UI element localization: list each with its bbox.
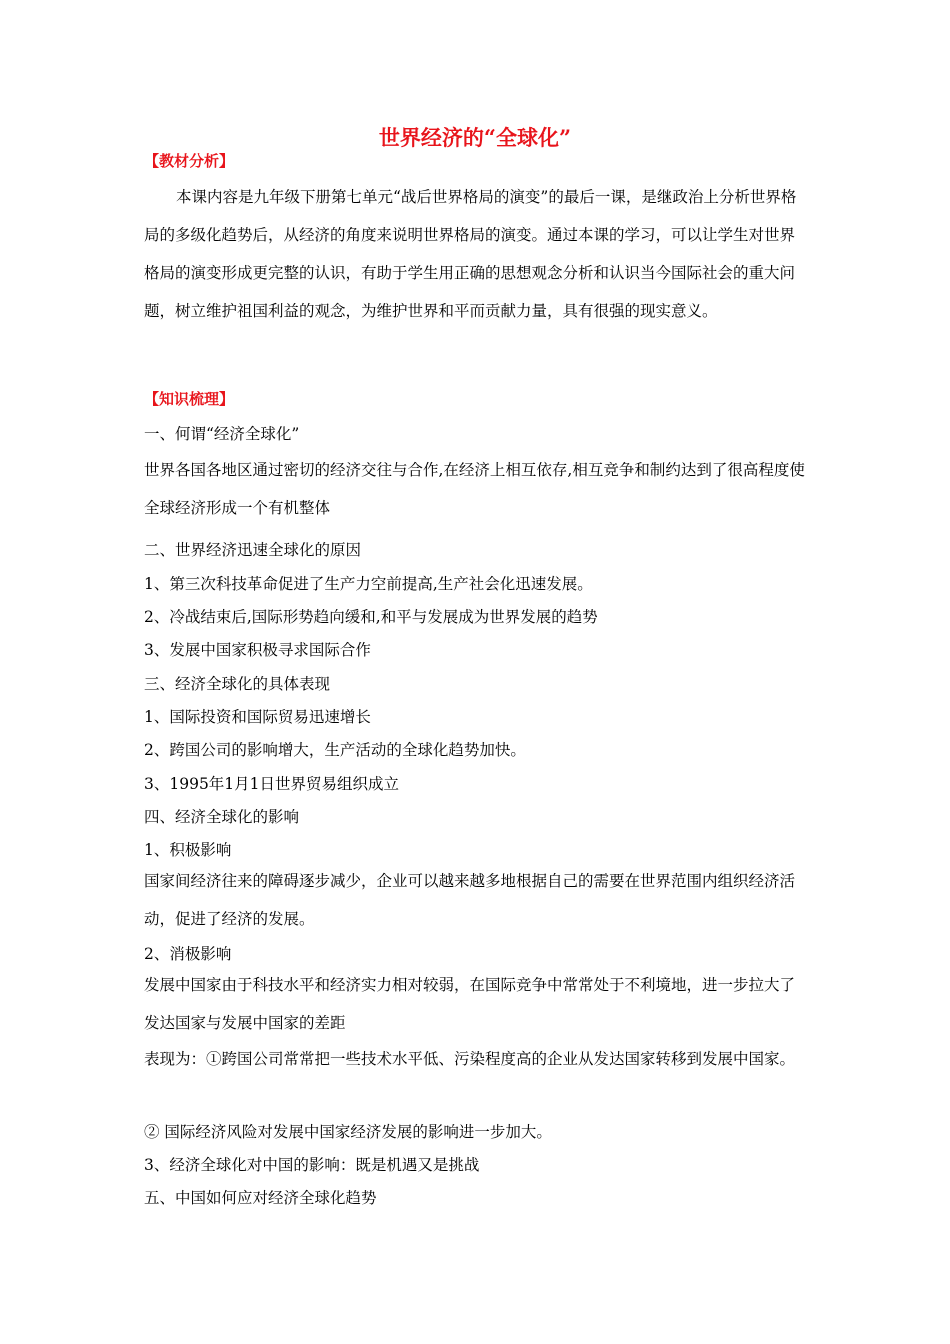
section-4-heading: 四、经济全球化的影响 [144, 808, 300, 826]
section-3-heading: 三、经济全球化的具体表现 [144, 675, 331, 693]
list-item: 3、1995年1月1日世界贸易组织成立 [144, 775, 400, 793]
list-item: ② 国际经济风险对发展中国家经济发展的影响进一步加大。 [144, 1123, 552, 1141]
sub-heading: 2、消极影响 [144, 945, 232, 963]
section-1-heading: 一、何谓“经济全球化” [144, 425, 300, 443]
list-item: 1、第三次科技革命促进了生产力空前提高,生产社会化迅速发展。 [144, 575, 593, 593]
sub-heading: 1、积极影响 [144, 841, 232, 859]
manifestation-paragraph: 表现为：①跨国公司常常把一些技术水平低、污染程度高的企业从发达国家转移到发展中国家。 [144, 1050, 796, 1068]
list-item: 2、跨国公司的影响增大，生产活动的全球化趋势加快。 [144, 741, 526, 759]
negative-impact-paragraph: 发展中国家由于科技水平和经济实力相对较弱，在国际竞争中常常处于不利境地，进一步拉大了发达国家与发展中国家的差距 [144, 976, 796, 1032]
positive-impact-paragraph: 国家间经济往来的障碍逐步减少，企业可以越来越多地根据自己的需要在世界范围内组织经济活动，促进了经济的发展。 [144, 872, 796, 928]
list-item: 1、国际投资和国际贸易迅速增长 [144, 708, 371, 726]
list-item: 3、经济全球化对中国的影响：既是机遇又是挑战 [144, 1156, 480, 1174]
page-title: 世界经济的“全球化” [378, 125, 572, 150]
definition-paragraph: 世界各国各地区通过密切的经济交往与合作,在经济上相互依存,相互竞争和制约达到了很高程度使全球经济形成一个有机整体 [144, 461, 805, 517]
section-5-heading: 五、中国如何应对经济全球化趋势 [144, 1189, 377, 1207]
analysis-heading: 【教材分析】 [144, 152, 235, 170]
section-2-heading: 二、世界经济迅速全球化的原因 [144, 541, 362, 559]
knowledge-heading: 【知识梳理】 [144, 390, 235, 408]
analysis-paragraph: 本课内容是九年级下册第七单元“战后世界格局的演变”的最后一课，是继政治上分析世界格局的多级化趋势后，从经济的角度来说明世界格局的演变。通过本课的学习，可以让学生对世界格局的演变形成更完整的认识，有助于学生用正确的思想观念分析和认识当今国际社会的重大问题，树立维护祖国利益的观念，为维护世界和平而贡献力量，具有很强的现实意义。 [144, 188, 797, 320]
list-item: 3、发展中国家积极寻求国际合作 [144, 641, 371, 659]
list-item: 2、冷战结束后,国际形势趋向缓和,和平与发展成为世界发展的趋势 [144, 608, 598, 626]
